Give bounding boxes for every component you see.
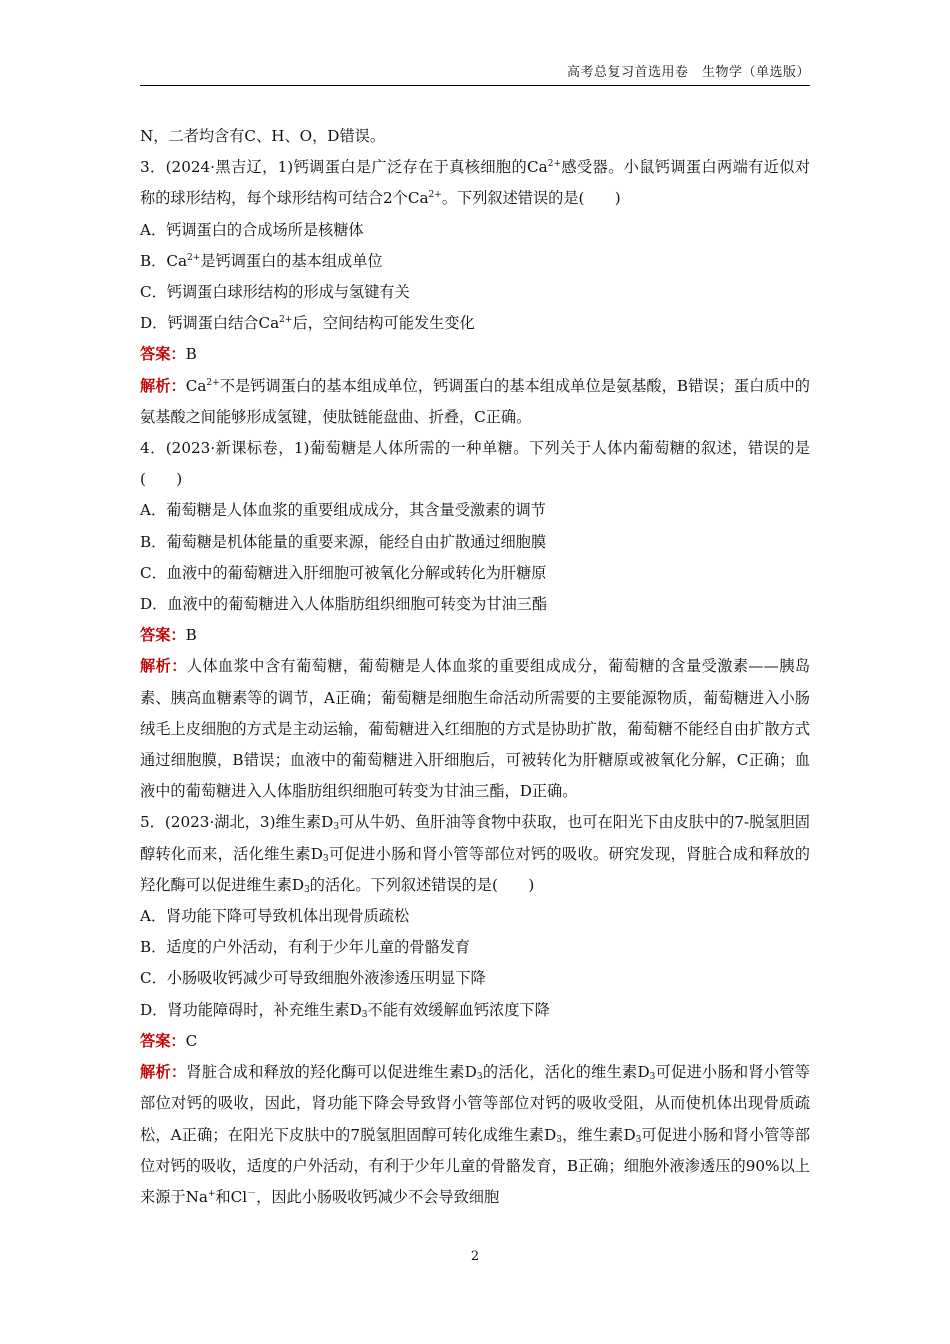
q5-analysis-part: 和Cl (215, 1187, 248, 1206)
q5-stem (140, 807, 810, 901)
q5-stem-sub: 3 (322, 853, 329, 864)
q5-stem-sub: 3 (333, 822, 340, 833)
q3-stem-sup: 2+ (547, 159, 561, 170)
q4-option-d: D．血液中的葡萄糖进入人体脂肪组织细胞可转变为甘油三酯 (140, 595, 548, 614)
q5-option-d-sub: 3 (361, 1009, 368, 1020)
q3-option-b-part: 是钙调蛋白的基本组成单位 (200, 251, 383, 270)
q5-option-d-part: 不能有效缓解血钙浓度下降 (367, 1000, 550, 1019)
q3-option-b-sup: 2+ (187, 252, 201, 263)
q5-stem-part: 可促进小肠和肾小管等部位对钙的吸收。研究发现，肾脏合成和释放的羟化酶可以促进维生素D (140, 844, 810, 894)
q3-stem-part: 。下列叙述错误的是( ) (441, 189, 621, 208)
q3-option-d-sup: 2+ (279, 315, 293, 326)
q5-stem-sub: 3 (304, 884, 310, 895)
answer-label: 答案： (140, 345, 186, 364)
q5-analysis-sub: 3 (556, 1134, 563, 1145)
q3-stem (140, 152, 810, 214)
q5-analysis-part: ，维生素D (562, 1125, 636, 1144)
page-number: 2 (470, 1249, 480, 1264)
analysis-label: 解析： (140, 1063, 187, 1082)
q3-option-d (140, 308, 810, 339)
q5-analysis-part: ，因此小肠吸收钙减少不会导致细胞 (256, 1187, 500, 1206)
q5-analysis-sub: 3 (649, 1072, 656, 1083)
q5-option-a: A．肾功能下降可导致机体出现骨质疏松 (140, 907, 410, 926)
q5-option-c: C．小肠吸收钙减少可导致细胞外液渗透压明显下降 (140, 969, 486, 988)
answer-value: B (185, 626, 197, 645)
analysis-label: 解析： (140, 657, 187, 676)
q3-stem-part: 感受器。小鼠钙调蛋白两端有近似对称的球形结构，每个球形结构可结合2个Ca (140, 158, 810, 208)
q3-option-d-part: D．钙调蛋白结合Ca (140, 314, 280, 333)
q5-analysis-part: 可促进小肠和肾小管等部位对钙的吸收，因此，肾功能下降会导致肾小管等部位对钙的吸收受阻，从而使机体出现骨质疏松，A正确；在阳光下皮肤中的7脱氢胆固醇可转化成维生素D (140, 1063, 810, 1144)
q5-analysis-part: 肾脏合成和释放的羟化酶可以促进维生素D (186, 1063, 477, 1082)
q3-option-d-part: 后，空间结构可能发生变化 (292, 314, 475, 333)
q3-answer (140, 339, 810, 370)
q4-stem: 4．(2023·新课标卷，1)葡萄糖是人体所需的一种单糖。下列关于人体内葡萄糖的叙述，错误的是( ) (140, 439, 810, 489)
q4-analysis (140, 651, 810, 807)
q3-option-b (140, 246, 810, 277)
q3-stem-sup: 2+ (428, 190, 442, 201)
q3-analysis-part: 不是钙调蛋白的基本组成单位，钙调蛋白的基本组成单位是氨基酸，B错误；蛋白质中的氨基酸之间能够形成氢键，使肽链能盘曲、折叠，C正确。 (140, 376, 810, 426)
q5-analysis-sup: － (247, 1188, 257, 1199)
q5-analysis-sup: + (207, 1188, 216, 1199)
q5-stem-part: 可从牛奶、鱼肝油等食物中获取，也可在阳光下由皮肤中的7-脱氢胆固醇转化而来，活化维生素D (140, 813, 810, 863)
q5-analysis-sub: 3 (635, 1134, 642, 1145)
q5-analysis-sub: 3 (476, 1072, 483, 1083)
q5-option-d (140, 995, 810, 1026)
q3-analysis-part: Ca (185, 376, 207, 395)
q4-analysis-text: 人体血浆中含有葡萄糖，葡萄糖是人体血浆的重要组成成分，葡萄糖的含量受激素——胰岛素、胰高血糖素等的调节，A正确；葡萄糖是细胞生命活动所需要的主要能源物质，葡萄糖进入小肠绒毛上皮细胞的方式是主动运输，葡萄糖进入红细胞的方式是协助扩散，葡萄糖不能经自由扩散方式通过细胞膜，B错误；血液中的葡萄糖进入肝细胞后，可被转化为肝糖原或被氧化分解，C正确；血液中的葡萄糖进入人体脂肪组织细胞可转变为甘油三酯，D正确。 (140, 657, 811, 801)
q3-option-b-part: B．Ca (140, 251, 188, 270)
q4-option-a: A．葡萄糖是人体血浆的重要组成成分，其含量受激素的调节 (140, 501, 546, 520)
q3-option-a: A．钙调蛋白的合成场所是核糖体 (140, 220, 364, 239)
page-header: 高考总复习首选用卷 生物学（单选版） (566, 65, 810, 80)
q5-analysis (140, 1057, 810, 1213)
answer-label: 答案： (140, 1031, 186, 1050)
answer-label: 答案： (140, 626, 186, 645)
q3-analysis (140, 371, 810, 433)
answer-value: C (185, 1031, 198, 1050)
q5-answer (140, 1026, 810, 1057)
continuation-text: N，二者均含有C、H、O，D错误。 (140, 127, 386, 145)
q5-analysis-part: 可促进小肠和肾小管等部位对钙的吸收，适度的户外活动，有利于少年儿童的骨骼发育，B正确；细胞外液渗透压的90%以上来源于Na (140, 1125, 811, 1206)
q4-answer (140, 620, 810, 651)
answer-value: B (185, 345, 197, 364)
q5-option-d-part: D．肾功能障碍时，补充维生素D (140, 1000, 362, 1019)
q5-stem-part: 5．(2023·湖北，3)维生素D (140, 813, 334, 832)
q3-option-c: C．钙调蛋白球形结构的形成与氢键有关 (140, 283, 410, 302)
q4-option-c: C．血液中的葡萄糖进入肝细胞可被氧化分解或转化为肝糖原 (140, 563, 547, 582)
q5-analysis-part: 的活化，活化的维生素D (482, 1063, 650, 1082)
analysis-label: 解析： (140, 376, 186, 395)
q5-stem-part: 的活化。下列叙述错误的是( ) (309, 875, 535, 894)
header-rule (140, 85, 810, 86)
q3-analysis-sup: 2+ (206, 377, 220, 388)
q3-stem-part: 3．(2024·黑吉辽，1)钙调蛋白是广泛存在于真核细胞的Ca (140, 158, 548, 177)
q5-option-b: B．适度的户外活动，有利于少年儿童的骨骼发育 (140, 938, 471, 957)
q4-option-b: B．葡萄糖是机体能量的重要来源，能经自由扩散通过细胞膜 (140, 532, 547, 551)
document-body (140, 121, 810, 1213)
